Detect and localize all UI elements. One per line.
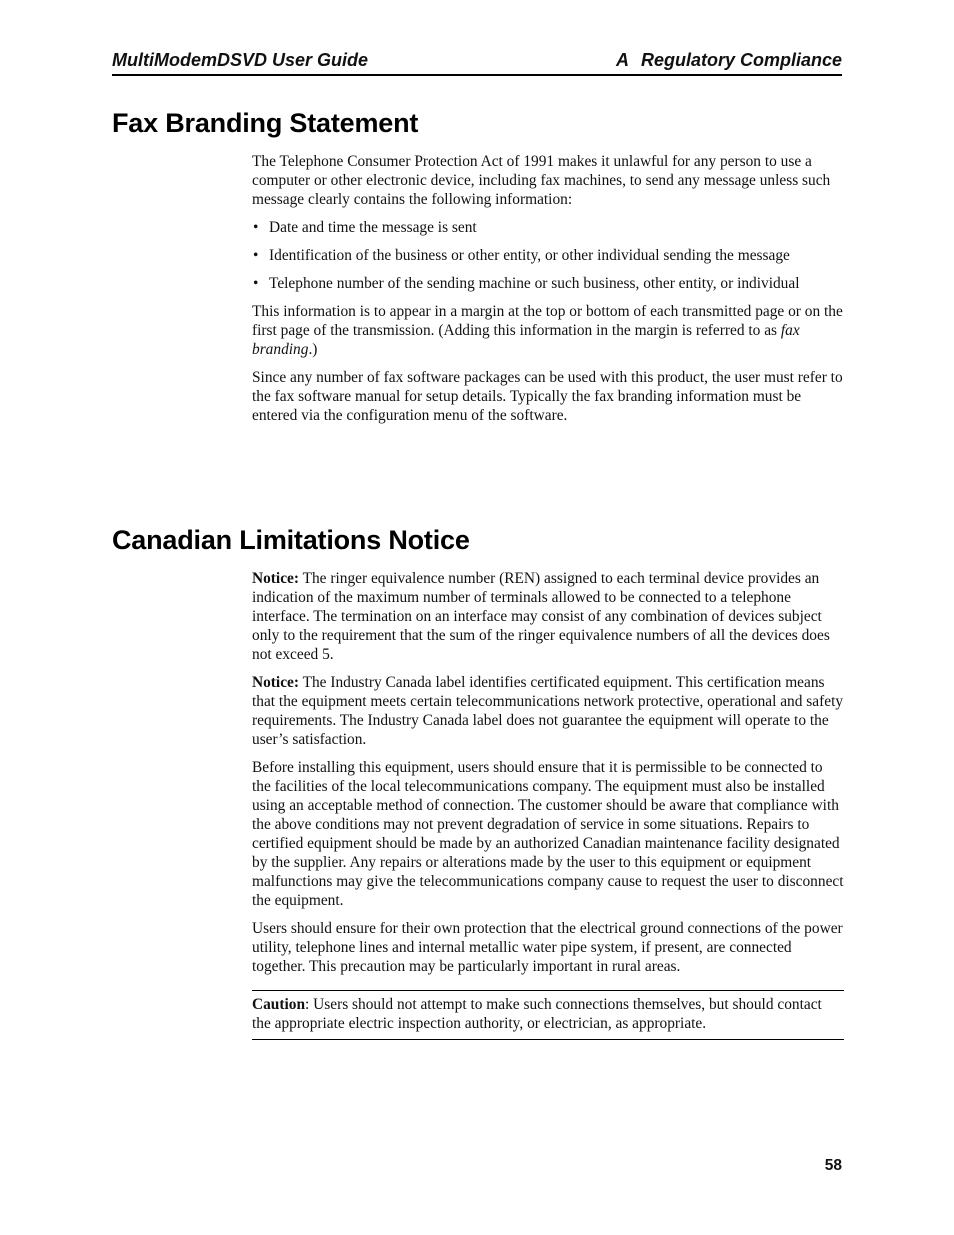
document-title: MultiModemDSVD User Guide (112, 50, 369, 70)
page-number: 58 (824, 1157, 842, 1174)
bullet-icon: • (253, 219, 259, 236)
list-item: • Identification of the business or other entity, or other individual sending the message (253, 247, 790, 264)
running-header (112, 48, 842, 76)
caution-box: Caution: Users should not attempt to make such connections themselves, but should contact the appropriate electric inspection authority, or electrician, as appropriate. (252, 990, 844, 1040)
fax-branding-term: fax branding (252, 322, 800, 358)
chapter-name: Regulatory Compliance (640, 50, 842, 70)
caution-label: Caution (252, 996, 306, 1013)
chapter-number: A (615, 50, 629, 70)
industry-canada-notice-paragraph: Notice: The Industry Canada label identifies certificated equipment. This certification means that the equipment meets certain telecommunications network protective, operational and safety requirements. The Industry Canada label does not guarantee the equipment will operate to the user’s satisfaction. (252, 674, 844, 748)
bullet-icon: • (253, 247, 259, 264)
fax-software-paragraph: Since any number of fax software packages can be used with this product, the user must refer to the fax software manual for setup details. Typically the fax branding information must be entered via the configuration menu of the software. (252, 369, 843, 424)
fax-branding-heading: Fax Branding Statement (112, 108, 419, 138)
ground-connection-paragraph: Users should ensure for their own protection that the electrical ground connections of the power utility, telephone lines and internal metallic water pipe system, if present, are connected together. This precaution may be particularly important in rural areas. (252, 920, 843, 975)
fax-branding-body (252, 152, 844, 434)
list-item: • Date and time the message is sent (253, 219, 477, 236)
bullet-icon: • (253, 275, 259, 292)
notice-label: Notice: (252, 674, 299, 691)
canadian-limitations-body (252, 569, 844, 1040)
canadian-limitations-heading: Canadian Limitations Notice (112, 525, 470, 555)
fax-intro-paragraph: The Telephone Consumer Protection Act of 1991 makes it unlawful for any person to use a computer or other electronic device, including fax machines, to send any message unless such message clearly contains the following information: (252, 153, 831, 208)
fax-requirements-list (252, 218, 844, 293)
list-item: • Telephone number of the sending machine or such business, other entity, or individual (253, 275, 800, 292)
notice-label: Notice: (252, 570, 299, 587)
installation-paragraph: Before installing this equipment, users should ensure that it is permissible to be connected to the facilities of the local telecommunications company. The equipment must also be installed using an acceptable method of connection. The customer should be aware that compliance with the above conditions may not prevent degradation of service in some situations. Repairs to certified equipment should be made by an authorized Canadian maintenance facility designated by the supplier. Any repairs or alterations made by the user to this equipment or equipment malfunctions may give the telecommunications company cause to request the user to disconnect the equipment. (252, 759, 844, 909)
fax-margin-paragraph: This information is to appear in a margin at the top or bottom of each transmitted page or on the first page of the transmission. (Adding this information in the margin is referred to as fax branding.) (252, 303, 843, 358)
chapter-title (616, 50, 842, 71)
ren-notice-paragraph: Notice: The ringer equivalence number (REN) assigned to each terminal device provides an indication of the maximum number of terminals allowed to be connected to a telephone interface. The termination on an interface may consist of any combination of devices subject only to the requirement that the sum of the ringer equivalence numbers of all the devices does not exceed 5. (252, 570, 830, 663)
